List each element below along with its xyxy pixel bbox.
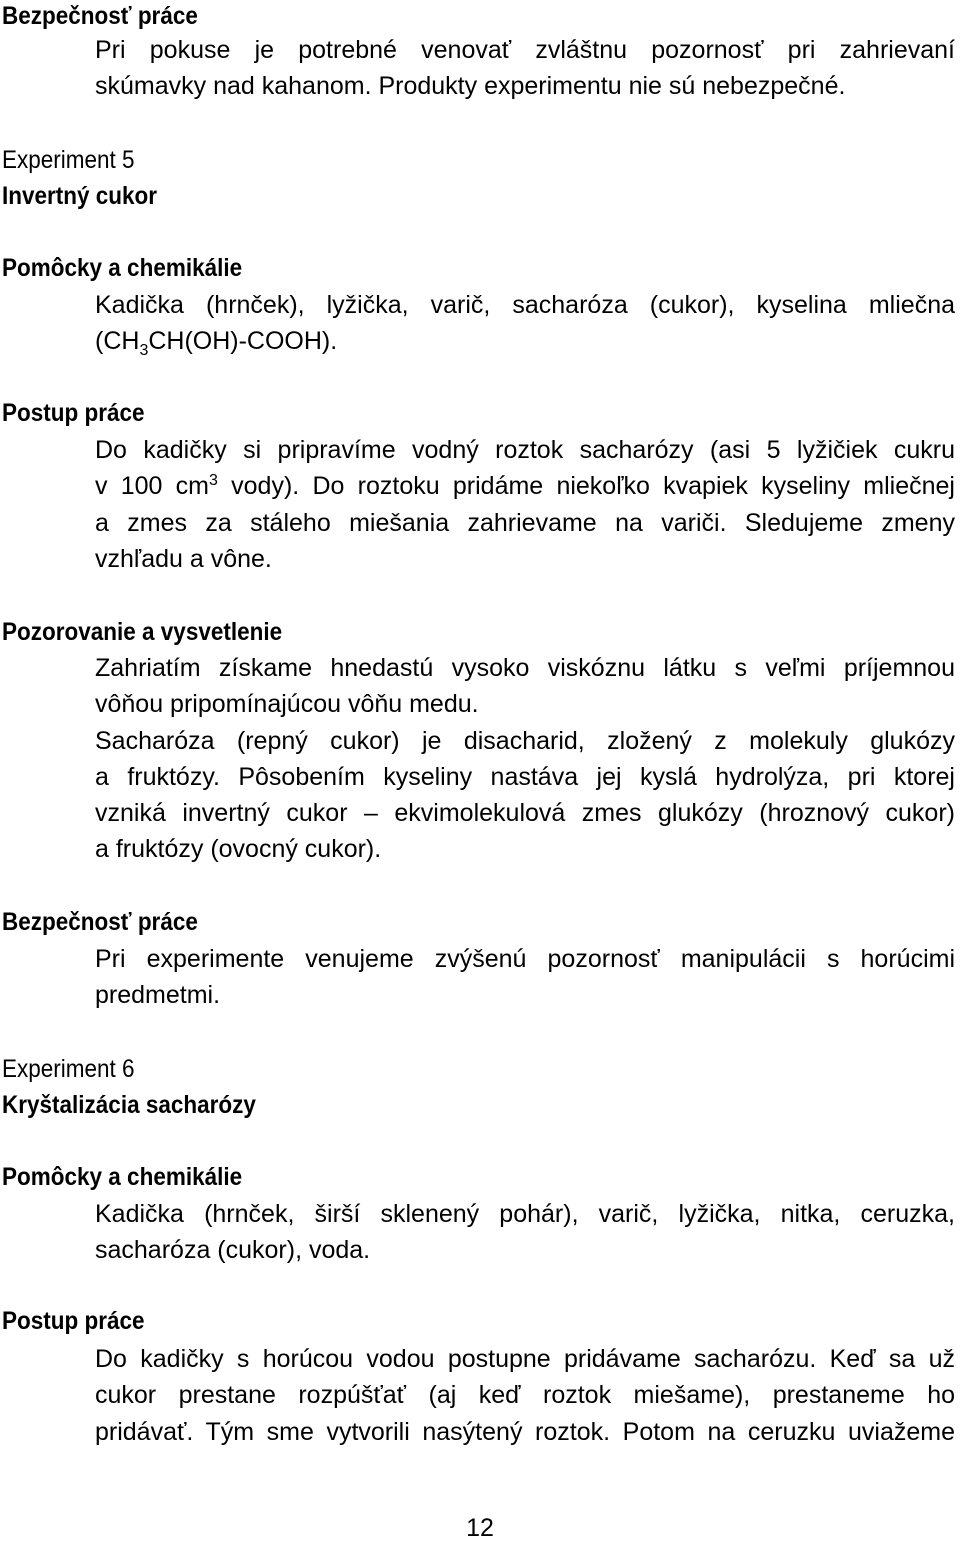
experiment-label: Experiment 6 [2,1055,135,1083]
paragraph-line: Do kadičky s horúcou vodou postupne pridávame sacharózu. Keď sa už [95,1345,955,1373]
experiment-label: Experiment 5 [2,146,135,174]
paragraph-line [95,468,955,504]
paragraph-line: a zmes za stáleho miešania zahrievame na variči. Sledujeme zmeny [95,508,955,537]
section-heading-procedure: Postup práce [2,1307,145,1335]
paragraph-line: Do kadičky si pripravíme vodný roztok sacharózy (asi 5 lyžičiek cukru [95,436,955,464]
section-heading-equipment: Pomôcky a chemikálie [2,1163,243,1191]
section-heading-observation: Pozorovanie a vysvetlenie [2,618,283,646]
subscript: 3 [139,342,149,360]
safety-paragraph [95,941,955,1014]
paragraph-line: a fruktózy (ovocný cukor). [95,835,382,864]
paragraph-line: a fruktózy. Pôsobením kyseliny nastáva jej kyslá hydrolýza, pri ktorej [95,762,955,791]
page-number: 12 [466,1514,494,1542]
section-heading-equipment: Pomôcky a chemikálie [2,254,243,282]
paragraph-line: vôňou pripomínajúcou vôňu medu. [95,690,479,719]
equipment-paragraph [95,1196,955,1269]
paragraph-line: cukor prestane rozpúšťať (aj keď roztok miešame), prestaneme ho [95,1381,955,1410]
experiment-title: Invertný cukor [2,182,158,210]
paragraph-line: Pri pokuse je potrebné venovať zvláštnu pozornosť pri zahrievaní [95,36,955,64]
paragraph-line: Zahriatím získame hnedastú vysoko viskóznu látku s veľmi príjemnou [95,654,955,682]
observation-paragraph [95,650,955,868]
paragraph-line: Kadička (hrnček, širší sklenený pohár), varič, lyžička, nitka, ceruzka, [95,1200,955,1228]
paragraph-line: sacharóza (cukor), voda. [95,1236,371,1265]
procedure-paragraph [95,432,955,577]
section-heading-safety: Bezpečnosť práce [2,908,198,936]
equipment-paragraph [95,287,955,360]
section-heading-safety: Bezpečnosť práce [2,2,198,30]
paragraph-line: Pri experimente venujeme zvýšenú pozornosť manipulácii s horúcimi [95,945,955,973]
text-fragment: vody). Do roztoku pridáme niekoľko kvapiek kyseliny mliečnej [217,472,955,501]
safety-paragraph [95,32,955,105]
text-fragment: v 100 cm [95,472,210,501]
text-fragment: CH(OH)-COOH). [148,327,338,356]
experiment-title: Kryštalizácia sacharózy [2,1091,256,1119]
paragraph-line: Kadička (hrnček), lyžička, varič, sacharóza (cukor), kyselina mliečna [95,291,955,319]
paragraph-line: vzhľadu a vône. [95,544,272,573]
paragraph-line: skúmavky nad kahanom. Produkty experimentu nie sú nebezpečné. [95,72,846,101]
paragraph-line: Sacharóza (repný cukor) je disacharid, zložený z molekuly glukózy [95,726,955,755]
text-fragment: (CH [95,327,140,356]
procedure-paragraph [95,1341,955,1450]
section-heading-procedure: Postup práce [2,399,145,427]
paragraph-line [95,323,955,359]
paragraph-line: pridávať. Tým sme vytvorili nasýtený roztok. Potom na ceruzku uviažeme [95,1417,955,1446]
paragraph-line: predmetmi. [95,981,221,1010]
paragraph-line: vzniká invertný cukor – ekvimolekulová zmes glukózy (hroznový cukor) [95,799,955,828]
superscript: 3 [209,472,218,490]
